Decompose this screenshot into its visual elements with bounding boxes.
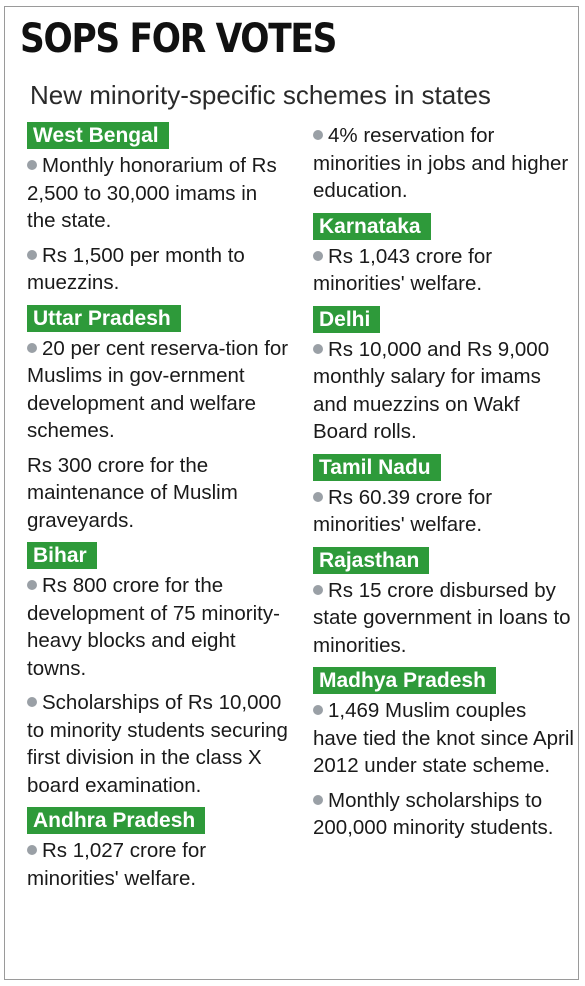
scheme-item — [313, 484, 575, 539]
bullet-icon — [27, 160, 37, 170]
bullet-icon — [27, 250, 37, 260]
scheme-item — [27, 689, 289, 799]
bullet-icon — [27, 845, 37, 855]
scheme-item — [27, 572, 289, 682]
scheme-text: Scholarships of Rs 10,000 to minority students securing first division in the class X board examination. — [27, 691, 288, 797]
scheme-text: Monthly scholarships to 200,000 minority students. — [313, 788, 554, 839]
scheme-item — [27, 837, 289, 892]
bullet-icon — [313, 344, 323, 354]
scheme-text: Rs 300 crore for the maintenance of Muslim graveyards. — [27, 453, 238, 532]
right-column — [313, 122, 575, 850]
state-block-uttar-pradesh — [27, 305, 289, 535]
state-block-delhi — [313, 306, 575, 446]
state-block-west-bengal — [27, 122, 289, 297]
state-label: Bihar — [27, 542, 97, 569]
scheme-item — [313, 697, 575, 780]
scheme-text: Rs 1,043 crore for minorities' welfare. — [313, 244, 493, 295]
state-label: Andhra Pradesh — [27, 807, 205, 834]
scheme-item — [313, 787, 575, 842]
scheme-item — [27, 335, 289, 445]
scheme-item — [313, 336, 575, 446]
scheme-item — [27, 452, 289, 535]
scheme-text: 1,469 Muslim couples have tied the knot since April 2012 under state scheme. — [313, 699, 574, 777]
scheme-item — [313, 577, 575, 660]
state-block-tamil-nadu — [313, 454, 575, 539]
state-block-rajasthan — [313, 547, 575, 660]
scheme-text: Rs 10,000 and Rs 9,000 monthly salary for imams and muezzins on Wakf Board rolls. — [313, 337, 550, 443]
state-block-madhya-pradesh — [313, 667, 575, 842]
scheme-text: Monthly honorarium of Rs 2,500 to 30,000 imams in the state. — [27, 154, 277, 232]
scheme-text: 20 per cent reserva-tion for Muslims in gov-ernment development and welfare schemes. — [27, 336, 289, 442]
bullet-icon — [313, 492, 323, 502]
page-subtitle: New minority-specific schemes in states — [30, 80, 491, 110]
state-label: Madhya Pradesh — [313, 667, 496, 694]
state-label: Karnataka — [313, 213, 431, 240]
bullet-icon — [27, 343, 37, 353]
scheme-item — [27, 242, 289, 297]
scheme-text: Rs 1,500 per month to muezzins. — [27, 243, 245, 294]
state-label: Delhi — [313, 306, 380, 333]
scheme-text: Rs 15 crore disbursed by state government in loans to minorities. — [313, 578, 571, 657]
bullet-icon — [27, 697, 37, 707]
state-label: Uttar Pradesh — [27, 305, 181, 332]
scheme-text: Rs 800 crore for the development of 75 minority-heavy blocks and eight towns. — [27, 574, 280, 680]
state-block-bihar — [27, 542, 289, 799]
bullet-icon — [313, 585, 323, 595]
bullet-icon — [27, 580, 37, 590]
state-block-karnataka — [313, 213, 575, 298]
page-title: SOPS FOR VOTES — [20, 16, 337, 62]
bullet-icon — [313, 130, 323, 140]
scheme-text: 4% reservation for minorities in jobs and higher education. — [313, 124, 569, 202]
left-column — [27, 122, 289, 900]
scheme-text: Rs 1,027 crore for minorities' welfare. — [27, 839, 207, 890]
state-label: West Bengal — [27, 122, 169, 149]
scheme-item — [27, 152, 289, 235]
bullet-icon — [313, 705, 323, 715]
state-label: Tamil Nadu — [313, 454, 441, 481]
scheme-text: Rs 60.39 crore for minorities' welfare. — [313, 485, 493, 536]
state-block-continued — [313, 122, 575, 205]
state-label: Rajasthan — [313, 547, 429, 574]
scheme-item — [313, 243, 575, 298]
scheme-item — [313, 122, 575, 205]
state-block-andhra-pradesh — [27, 807, 289, 892]
bullet-icon — [313, 251, 323, 261]
bullet-icon — [313, 795, 323, 805]
